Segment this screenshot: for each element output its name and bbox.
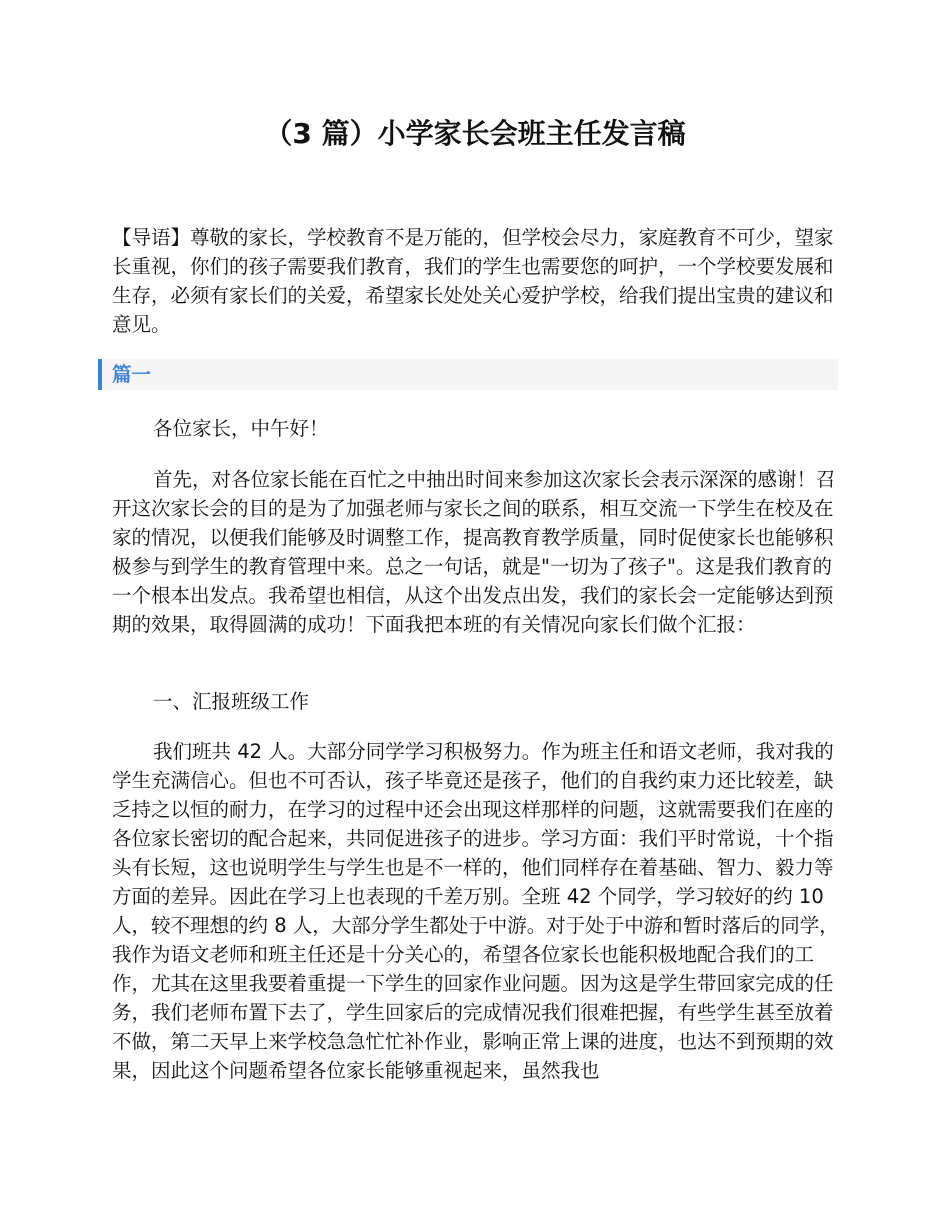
thanks-paragraph: 首先，对各位家长能在百忙之中抽出时间来参加这次家长会表示深深的感谢！召开这次家长会的目的是为了加强老师与家长之间的联系，相互交流一下学生在校及在家的情况，以便我们能够及时调整工作，提高教育教学质量，同时促使家长也能够积极参与到学生的教育管理中来。总之一句话，就是"一切为了孩子"。这是我们教育的一个根本出发点。我希望也相信，从这个出发点出发，我们的家长会一定能够达到预期的效果，取得圆满的成功！下面我把本班的有关情况向家长们做个汇报： [112, 468, 836, 636]
lead-paragraph: 【导语】尊敬的家长，学校教育不是万能的，但学校会尽力，家庭教育不可少，望家长重视，你们的孩子需要我们教育，我们的学生也需要您的呵护，一个学校要发展和生存，必须有家长们的关爱，希望家长处处关心爱护学校，给我们提出宝贵的建议和意见。 [112, 226, 834, 336]
section-title: 篇一 [112, 363, 152, 386]
document-title: （3 篇）小学家长会班主任发言稿 [264, 117, 686, 150]
class-report-paragraph: 我们班共 42 人。大部分同学学习积极努力。作为班主任和语文老师，我对我的学生充满信心。但也不可否认，孩子毕竟还是孩子，他们的自我约束力还比较差，缺乏持之以恒的耐力，在学习的过程中还会出现这样那样的问题，这就需要我们在座的各位家长密切的配合起来，共同促进孩子的进步。学习方面：我们平时常说，十个指头有长短，这也说明学生与学生也是不一样的，他们同样存在着基础、智力、毅力等方面的差异。因此在学习上也表现的千差万别。全班 42 个同学，学习较好的约 10 人，较不理想的约 8 人，大部分学生都处于中游。对于处于中游和暂时落后的同学，我作为语文老师和班主任还是十分关心的，希望各位家长也能积极地配合我们的工作，尤其在这里我要着重提一下学生的回家作业问题。因为这是学生带回家完成的任务，我们老师布置下去了，学生回家后的完成情况我们很难把握，有些学生甚至放着不做，第二天早上来学校急急忙忙补作业，影响正常上课的进度，也达不到预期的效果，因此这个问题希望各位家长能够重视起来，虽然我也 [112, 740, 839, 1082]
greeting-paragraph: 各位家长，中午好！ [153, 417, 329, 440]
section-header [98, 359, 838, 390]
subsection-heading: 一、汇报班级工作 [153, 690, 310, 713]
